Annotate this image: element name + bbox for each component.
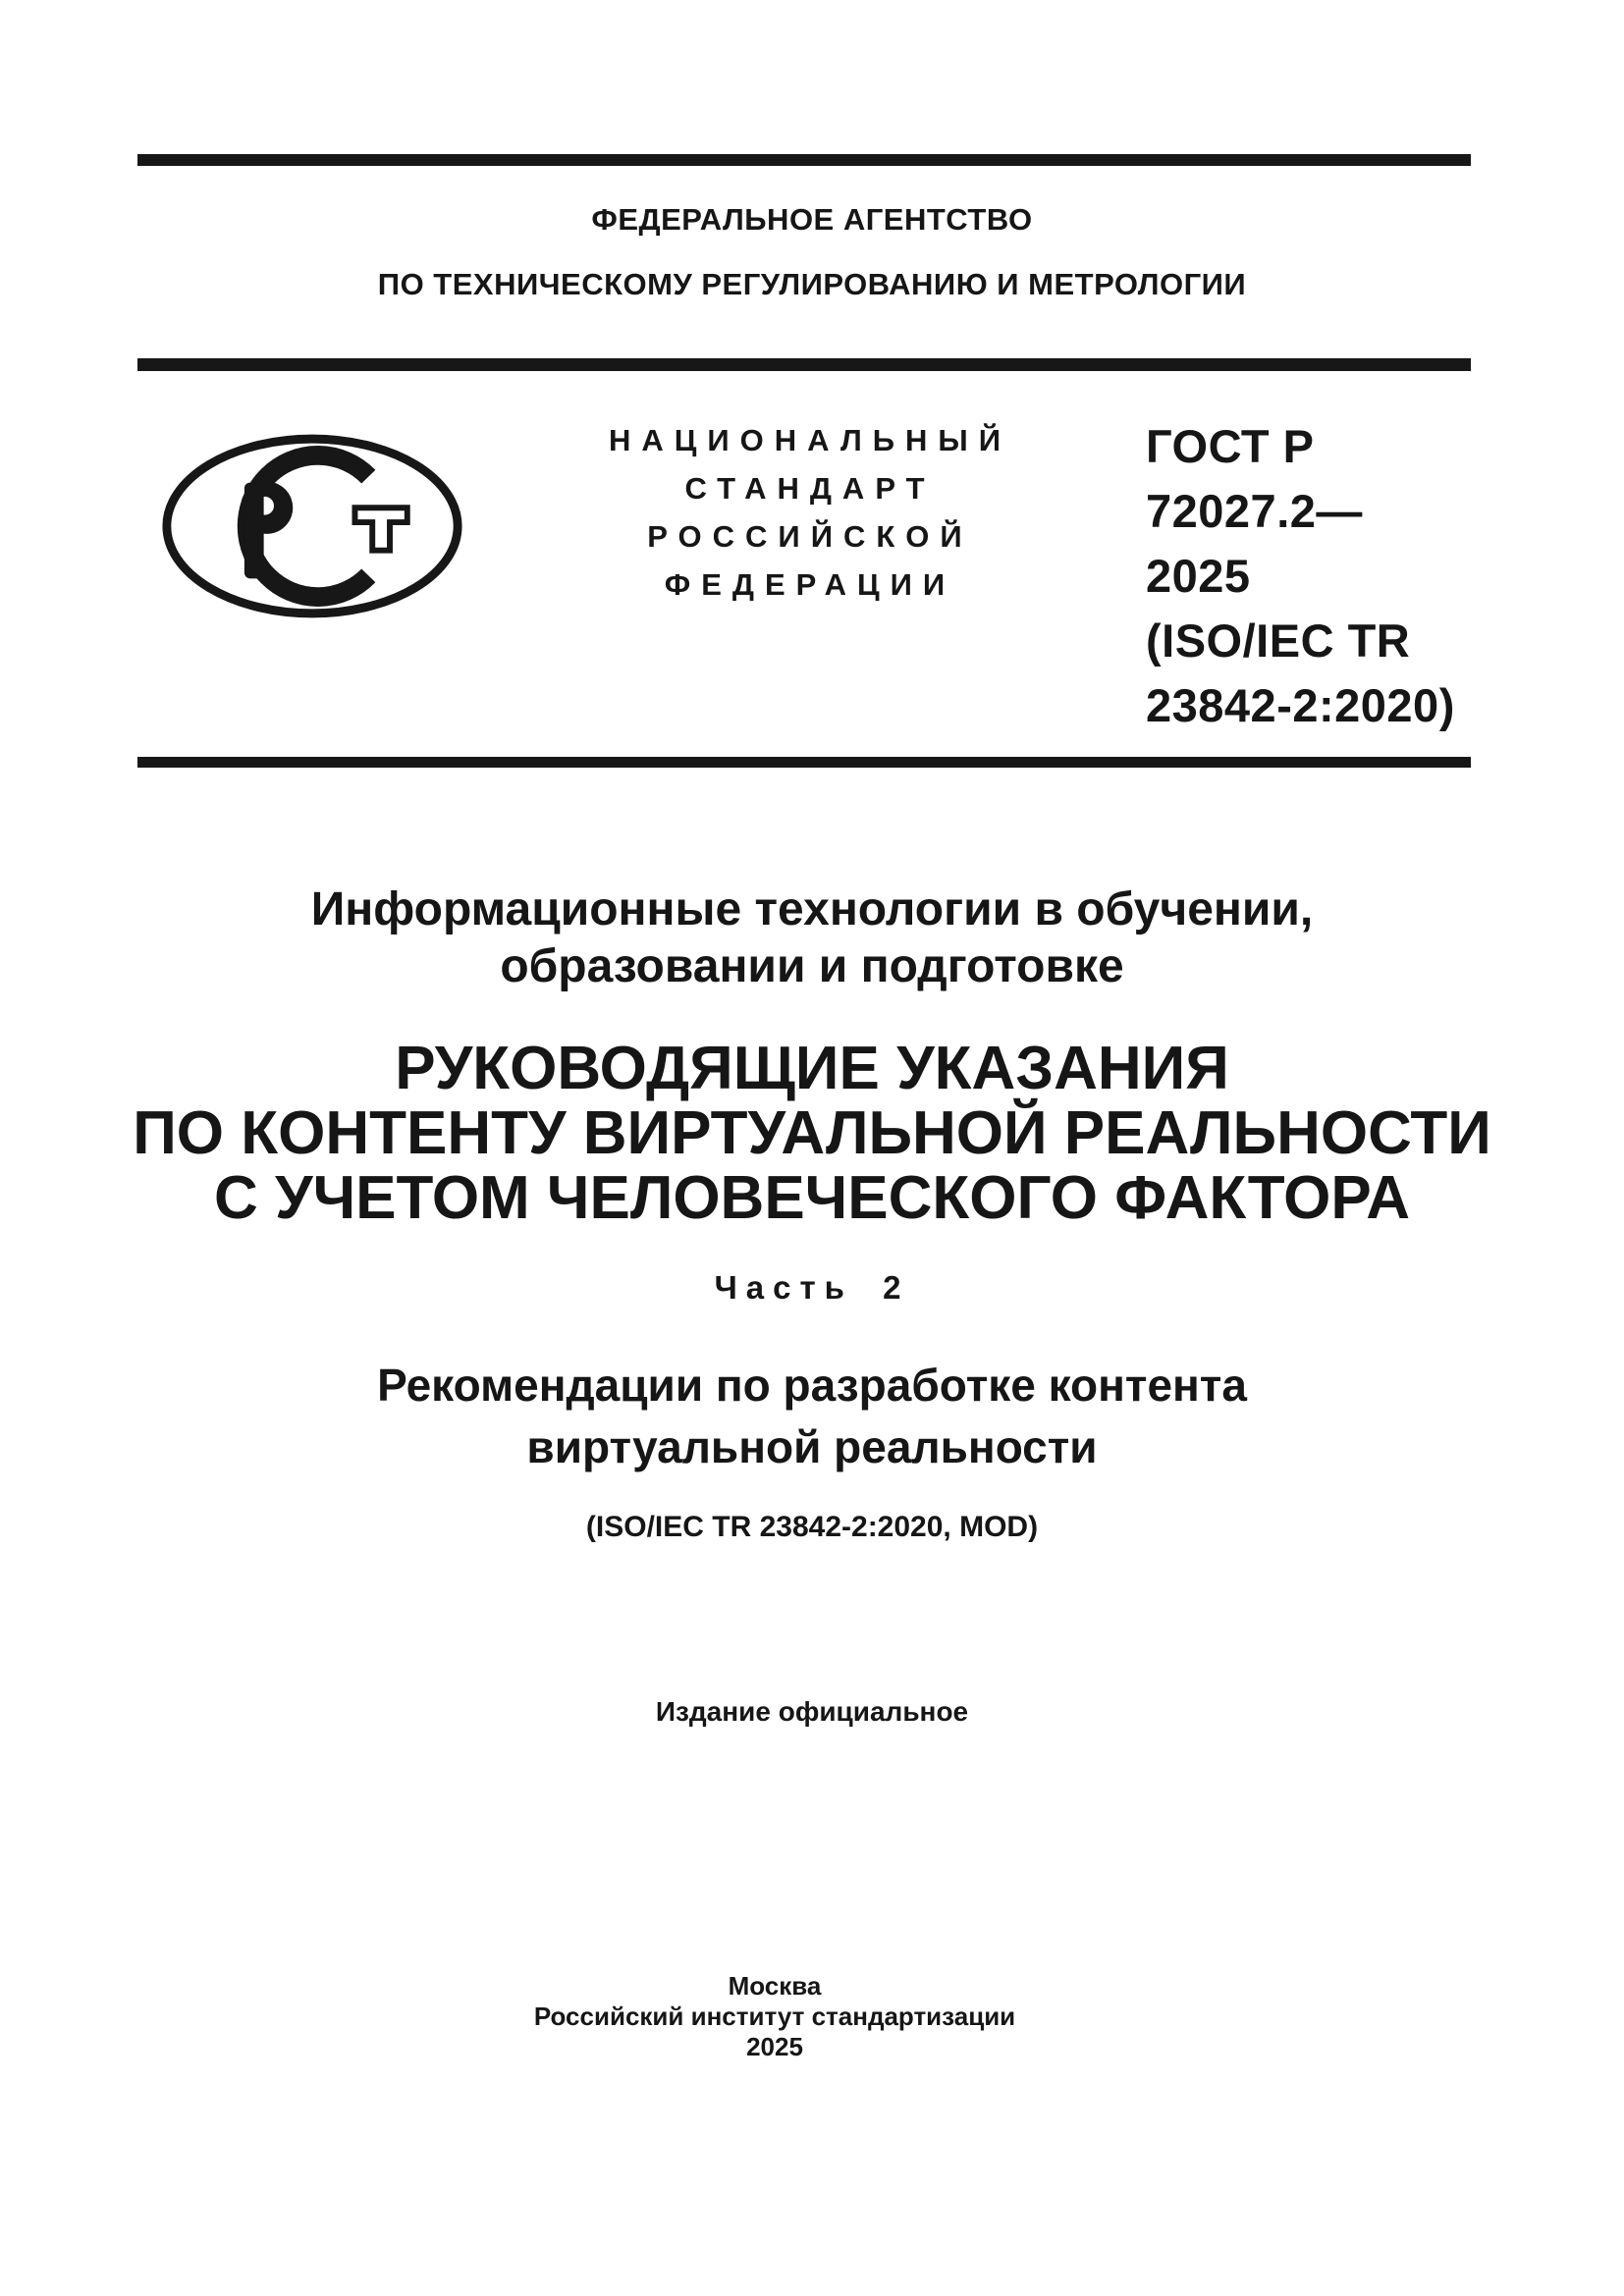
subject-title-line: образовании и подготовке — [500, 940, 1124, 992]
designation-line: ГОСТ Р — [1146, 420, 1315, 472]
agency-name: ФЕДЕРАЛЬНОЕ АГЕНТСТВО — [591, 202, 1033, 237]
part-title-line: Рекомендации по разработке контента — [377, 1360, 1247, 1411]
edition-note: Издание официальное — [655, 1696, 969, 1727]
rst-logo-icon — [157, 430, 467, 622]
national-standard-label — [471, 416, 1149, 609]
designation-line: 72027.2— — [1146, 485, 1363, 537]
adoption-note: (ISO/IEC TR 23842-2:2020, MOD) — [585, 1511, 1039, 1543]
main-title-line: РУКОВОДЯЩИЕ УКАЗАНИЯ — [395, 1035, 1229, 1102]
section-rule — [137, 757, 1471, 768]
imprint-publisher: Российский институт стандартизации — [533, 2002, 1016, 2031]
designation-line: (ISO/IEC TR — [1146, 614, 1411, 667]
subject-title-line: Информационные технологии в обучении, — [310, 883, 1314, 935]
part-title-line: виртуальной реальности — [526, 1421, 1098, 1472]
main-title-line: ПО КОНТЕНТУ ВИРТУАЛЬНОЙ РЕАЛЬНОСТИ — [133, 1099, 1491, 1167]
imprint-year: 2025 — [746, 2032, 803, 2061]
main-title — [0, 1037, 1624, 1231]
part-title — [0, 1355, 1624, 1478]
standard-designation — [1146, 414, 1499, 738]
designation-line: 23842-2:2020) — [1146, 679, 1455, 731]
imprint-city: Москва — [728, 1971, 822, 2001]
main-title-line: С УЧЕТОМ ЧЕЛОВЕЧЕСКОГО ФАКТОРА — [214, 1164, 1410, 1232]
national-standard-line: НАЦИОНАЛЬНЫЙ — [608, 423, 1012, 457]
subject-title — [0, 881, 1624, 995]
agency-subtitle: ПО ТЕХНИЧЕСКОМУ РЕГУЛИРОВАНИЮ И МЕТРОЛОГИИ — [377, 267, 1247, 301]
designation-line: 2025 — [1146, 550, 1251, 602]
imprint — [0, 1971, 1587, 2062]
top-rule — [137, 154, 1471, 166]
national-standard-line: РОССИЙСКОЙ — [647, 519, 973, 554]
national-standard-line: СТАНДАРТ — [684, 471, 936, 506]
national-standard-line: ФЕДЕРАЦИИ — [664, 567, 956, 602]
part-label: Часть 2 — [714, 1269, 910, 1306]
header-rule — [137, 358, 1471, 371]
